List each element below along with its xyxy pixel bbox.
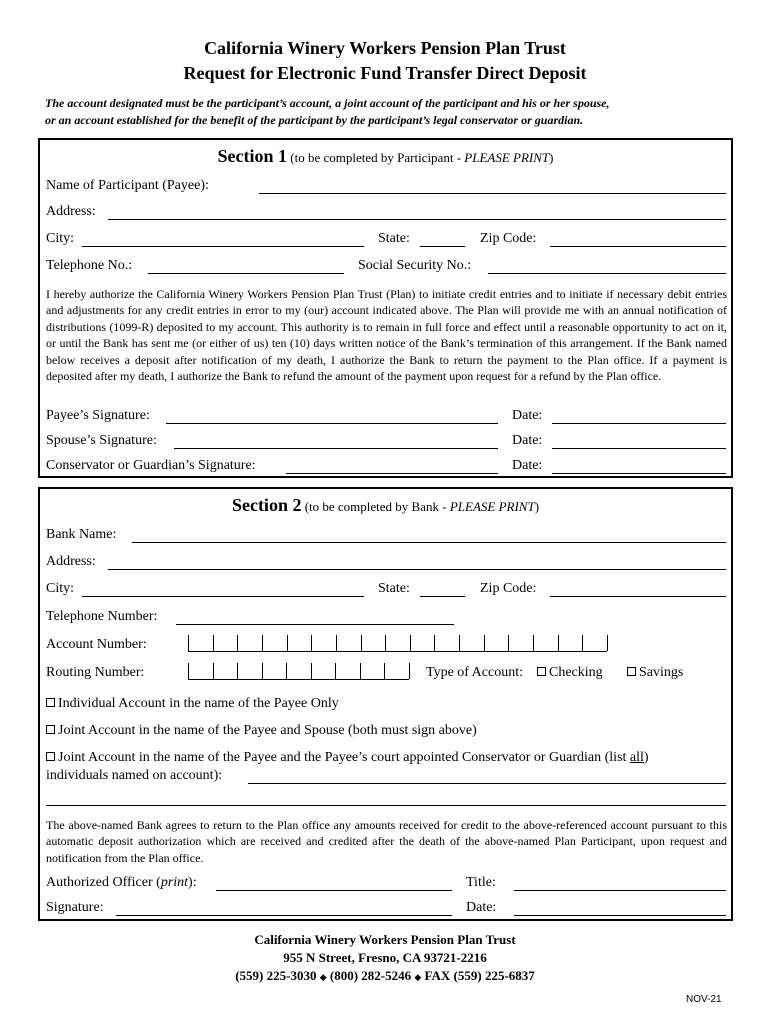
section-2-subheading: (to be completed by Bank - bbox=[304, 499, 450, 514]
digit-separator bbox=[213, 635, 214, 651]
individuals-named-field-2[interactable] bbox=[46, 805, 726, 806]
please-print-note: PLEASE PRINT bbox=[449, 499, 535, 514]
participant-name-label: Name of Participant (Payee): bbox=[46, 178, 209, 193]
participant-name-field[interactable] bbox=[259, 193, 726, 194]
individuals-named-field[interactable] bbox=[248, 783, 726, 784]
form-title: California Winery Workers Pension Plan Trust bbox=[204, 38, 566, 58]
form-code: NOV-21 bbox=[686, 994, 722, 1005]
account-number-label: Account Number: bbox=[46, 637, 147, 652]
section-2 bbox=[38, 487, 733, 921]
section-2-heading bbox=[40, 495, 731, 516]
joint-spouse-option[interactable] bbox=[46, 723, 477, 739]
conservator-signature-field[interactable] bbox=[286, 473, 498, 474]
digit-separator bbox=[582, 635, 583, 651]
diamond-icon: ◆ bbox=[319, 972, 327, 982]
digit-separator bbox=[558, 635, 559, 651]
individual-account-checkbox[interactable] bbox=[46, 698, 55, 707]
account-number-field[interactable] bbox=[188, 635, 607, 652]
type-of-account-label: Type of Account: bbox=[426, 665, 523, 680]
digit-separator bbox=[262, 635, 263, 651]
digit-separator bbox=[213, 663, 214, 679]
bank-address-field[interactable] bbox=[108, 569, 726, 570]
bank-city-field[interactable] bbox=[82, 596, 364, 597]
zip-field[interactable] bbox=[550, 246, 726, 247]
digit-separator bbox=[410, 635, 411, 651]
city-label: City: bbox=[46, 231, 75, 246]
digit-separator bbox=[287, 635, 288, 651]
state-label: State: bbox=[378, 231, 410, 246]
footer-phone-1: (559) 225-3030 bbox=[235, 968, 317, 983]
savings-label: Savings bbox=[639, 665, 684, 680]
authorized-officer-field[interactable] bbox=[216, 890, 452, 891]
telephone-label: Telephone No.: bbox=[46, 258, 133, 273]
city-field[interactable] bbox=[82, 246, 364, 247]
digit-separator bbox=[434, 635, 435, 651]
section-1-heading bbox=[40, 146, 731, 167]
bank-agreement-text: The above-named Bank agrees to return to the Plan office any amounts received for credit to the above-referenced account pursuant to this automatic deposit authorization which are received and credited after the death of the above-named Plan Participant, upon request and notification from the Plan office. bbox=[46, 818, 727, 865]
checking-option[interactable] bbox=[537, 665, 603, 681]
section-1 bbox=[38, 138, 733, 478]
digit-separator bbox=[508, 635, 509, 651]
footer-phone-2: (800) 282-5246 bbox=[329, 968, 412, 983]
footer-address: 955 N Street, Fresno, CA 93721-2216 bbox=[283, 950, 487, 965]
conservator-signature-label: Conservator or Guardian’s Signature: bbox=[46, 458, 256, 473]
bank-city-label: City: bbox=[46, 581, 75, 596]
spouse-date-label: Date: bbox=[512, 433, 543, 448]
section-1-title: Section 1 bbox=[217, 146, 288, 166]
joint-conservator-label-close: ) bbox=[643, 750, 649, 765]
digit-separator bbox=[385, 635, 386, 651]
joint-conservator-checkbox[interactable] bbox=[46, 752, 55, 761]
individuals-named-label: individuals named on account): bbox=[46, 768, 223, 783]
individual-account-label: Individual Account in the name of the Payee Only bbox=[58, 696, 339, 711]
digit-separator bbox=[533, 635, 534, 651]
officer-title-field[interactable] bbox=[514, 890, 726, 891]
section-1-subheading-close: ) bbox=[549, 150, 554, 165]
digit-separator bbox=[336, 635, 337, 651]
zip-label: Zip Code: bbox=[480, 231, 537, 246]
bank-name-field[interactable] bbox=[132, 542, 726, 543]
officer-signature-label: Signature: bbox=[46, 900, 104, 915]
section-2-title: Section 2 bbox=[231, 495, 302, 515]
bank-telephone-label: Telephone Number: bbox=[46, 609, 158, 624]
payee-date-label: Date: bbox=[512, 408, 543, 423]
digit-separator bbox=[286, 663, 287, 679]
joint-spouse-label: Joint Account in the name of the Payee and Spouse (both must sign above) bbox=[58, 723, 477, 738]
digit-separator bbox=[484, 635, 485, 651]
footer-fax: FAX (559) 225-6837 bbox=[424, 968, 535, 983]
digit-separator bbox=[311, 663, 312, 679]
payee-date-field[interactable] bbox=[552, 423, 726, 424]
eligibility-note-line-1: The account designated must be the participant’s account, a joint account of the participant and his or her spouse, bbox=[45, 96, 610, 110]
digit-separator bbox=[237, 635, 238, 651]
payee-signature-label: Payee’s Signature: bbox=[46, 408, 150, 423]
address-field[interactable] bbox=[108, 219, 726, 220]
spouse-signature-label: Spouse’s Signature: bbox=[46, 433, 157, 448]
section-1-subheading: (to be completed by Participant - bbox=[290, 150, 465, 165]
authorization-text: I hereby authorize the California Winery Workers Pension Plan Trust (Plan) to initiate credit entries and to initiate if necessary debit entries and adjustments for any credit entries in error to my (our) account indicated above. The Plan will provide me with an annual notification of distributions (1099-R) deposited to my account. This authority is to remain in full force and effect until a reasonable opportunity to act on it, or until the Bank has sent me (or either of us) ten (10) days written notice of the Bank’s termination of this arrangement. If the Bank named below receives a deposit after notification of my death, I authorize the Bank to return the payment to the Plan office. If a payment is deposited after my death, I authorize the Bank to refund the amount of the payment upon request for a refund by the Plan office. bbox=[46, 287, 727, 384]
bank-address-label: Address: bbox=[46, 554, 96, 569]
section-2-subheading-close: ) bbox=[534, 499, 540, 514]
eligibility-note-line-2: or an account established for the benefit of the participant by the participant’s legal conservator or guardian. bbox=[45, 113, 584, 127]
routing-number-field[interactable] bbox=[188, 663, 409, 680]
joint-conservator-label: Joint Account in the name of the Payee and the Payee’s court appointed Conservator or Guardian (list bbox=[58, 750, 630, 765]
conservator-date-label: Date: bbox=[512, 458, 543, 473]
state-field[interactable] bbox=[420, 246, 465, 247]
authorized-officer-label bbox=[46, 875, 197, 891]
bank-telephone-field[interactable] bbox=[176, 624, 454, 625]
officer-date-label: Date: bbox=[466, 900, 497, 915]
digit-separator bbox=[237, 663, 238, 679]
bank-state-field[interactable] bbox=[420, 596, 465, 597]
savings-checkbox[interactable] bbox=[627, 667, 636, 676]
digit-separator bbox=[459, 635, 460, 651]
checking-checkbox[interactable] bbox=[537, 667, 546, 676]
digit-separator bbox=[384, 663, 385, 679]
all-emphasis: all bbox=[629, 750, 644, 765]
joint-spouse-checkbox[interactable] bbox=[46, 725, 55, 734]
telephone-field[interactable] bbox=[148, 273, 344, 274]
individual-account-option[interactable] bbox=[46, 696, 339, 712]
print-emphasis: print bbox=[160, 875, 189, 890]
digit-separator bbox=[262, 663, 263, 679]
form-subtitle: Request for Electronic Fund Transfer Direct Deposit bbox=[183, 63, 587, 83]
checking-label: Checking bbox=[549, 665, 603, 680]
officer-date-field[interactable] bbox=[514, 915, 726, 916]
address-label: Address: bbox=[46, 204, 96, 219]
footer-org: California Winery Workers Pension Plan Trust bbox=[254, 932, 516, 947]
bank-name-label: Bank Name: bbox=[46, 527, 117, 542]
ssn-field[interactable] bbox=[488, 273, 726, 274]
savings-option[interactable] bbox=[627, 665, 683, 681]
bank-zip-label: Zip Code: bbox=[480, 581, 537, 596]
digit-separator bbox=[361, 635, 362, 651]
authorized-officer-label-text: Authorized Officer ( bbox=[46, 875, 161, 890]
digit-separator bbox=[335, 663, 336, 679]
spouse-signature-field[interactable] bbox=[174, 448, 498, 449]
conservator-date-field[interactable] bbox=[552, 473, 726, 474]
eligibility-note bbox=[45, 95, 745, 129]
diamond-icon: ◆ bbox=[414, 972, 422, 982]
payee-signature-field[interactable] bbox=[166, 423, 498, 424]
officer-signature-field[interactable] bbox=[116, 915, 452, 916]
joint-conservator-option[interactable] bbox=[46, 750, 649, 766]
digit-separator bbox=[409, 663, 410, 679]
footer-contact bbox=[0, 968, 770, 984]
officer-title-label: Title: bbox=[466, 875, 496, 890]
please-print-note: PLEASE PRINT bbox=[464, 150, 550, 165]
digit-separator bbox=[311, 635, 312, 651]
authorized-officer-label-close: ): bbox=[188, 875, 197, 890]
digit-separator bbox=[607, 635, 608, 651]
routing-number-label: Routing Number: bbox=[46, 665, 145, 680]
bank-zip-field[interactable] bbox=[550, 596, 726, 597]
spouse-date-field[interactable] bbox=[552, 448, 726, 449]
bank-state-label: State: bbox=[378, 581, 410, 596]
digit-separator bbox=[360, 663, 361, 679]
ssn-label: Social Security No.: bbox=[358, 258, 472, 273]
